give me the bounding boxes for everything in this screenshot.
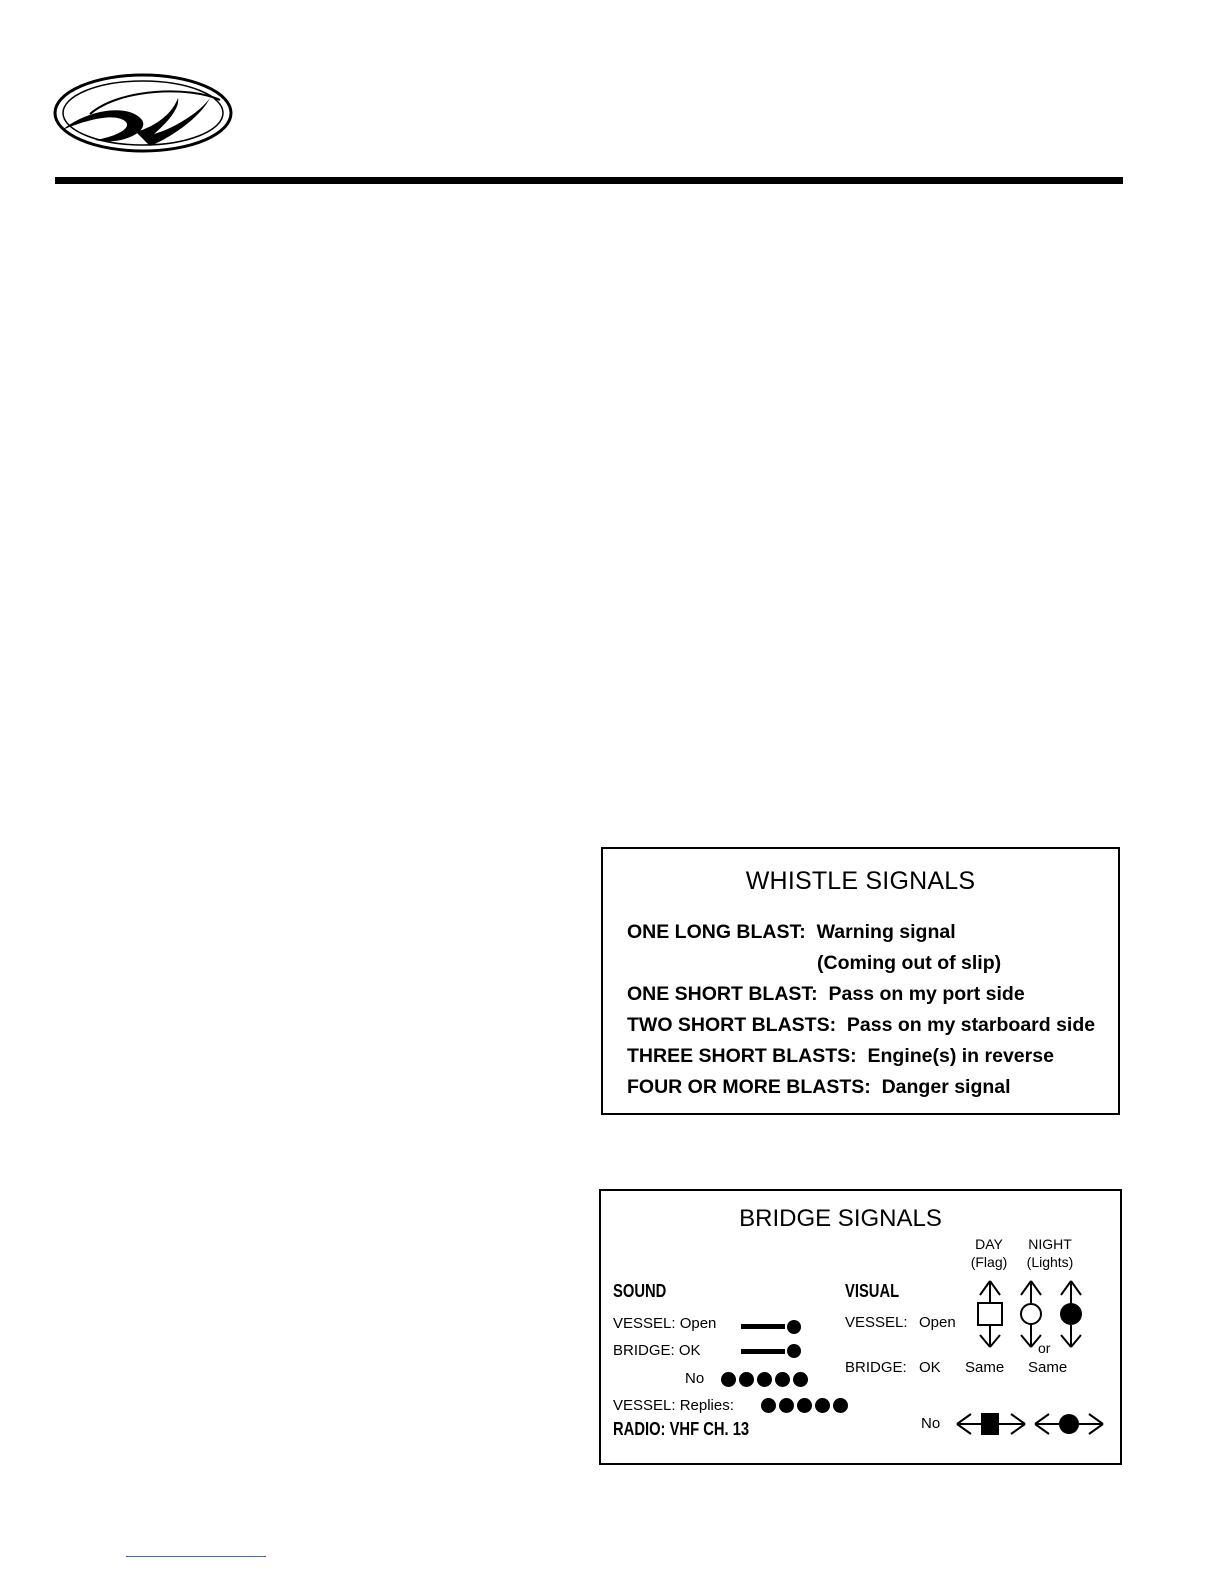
whistle-signals-box: [601, 847, 1120, 1115]
visual-same-night: Same: [1028, 1359, 1068, 1376]
bridge-signals-box: [599, 1189, 1122, 1465]
visual-or-label: or: [1038, 1340, 1051, 1356]
whistle-row-three-short: THREE SHORT BLASTS: Engine(s) in reverse: [627, 1045, 1054, 1067]
sound-bridge-ok: BRIDGE: OK: [613, 1342, 701, 1359]
long-blast-icon: [741, 1324, 785, 1329]
sound-vessel-open: VESSEL: Open: [613, 1315, 717, 1332]
long-blast-icon: [741, 1349, 785, 1354]
five-short-blasts-icon: [721, 1372, 808, 1387]
day-sub-label: (Flag): [970, 1254, 1008, 1270]
visual-ok-label: OK: [919, 1359, 941, 1376]
whistle-row-one-long: ONE LONG BLAST: Warning signal: [627, 921, 956, 943]
whistle-row-two-short: TWO SHORT BLASTS: Pass on my starboard side: [627, 1014, 1096, 1036]
red-light-up-down-icon: [1055, 1279, 1087, 1351]
flag-side-to-side-icon: [955, 1409, 1027, 1439]
visual-no-label: No: [921, 1415, 941, 1432]
night-sub-label: (Lights): [1026, 1254, 1074, 1270]
light-side-to-side-icon: [1033, 1409, 1105, 1439]
visual-open-label: Open: [919, 1314, 956, 1331]
flag-up-down-icon: [974, 1279, 1006, 1351]
short-blast-icon: [787, 1320, 801, 1334]
whistle-row-one-short: ONE SHORT BLAST: Pass on my port side: [627, 983, 1025, 1005]
sound-heading: SOUND: [613, 1281, 667, 1301]
night-label: NIGHT: [1028, 1236, 1072, 1252]
visual-bridge-label: BRIDGE:: [845, 1359, 907, 1376]
swoosh-logo-icon: [50, 68, 236, 158]
whistle-signals-title: WHISTLE SIGNALS: [745, 867, 976, 895]
footer-link-underline[interactable]: [126, 1556, 266, 1557]
whistle-row-continuation: (Coming out of slip): [817, 952, 1002, 974]
visual-vessel-label: VESSEL:: [845, 1314, 908, 1331]
visual-heading: VISUAL: [845, 1281, 900, 1301]
short-blast-icon: [787, 1344, 801, 1358]
sound-vessel-replies: VESSEL: Replies:: [613, 1397, 734, 1414]
five-short-blasts-icon: [761, 1398, 848, 1413]
whistle-row-four-or-more: FOUR OR MORE BLASTS: Danger signal: [627, 1076, 1011, 1098]
sound-no: No: [685, 1370, 705, 1387]
header-rule: [55, 177, 1123, 184]
white-light-up-down-icon: [1015, 1279, 1047, 1351]
bridge-signals-title: BRIDGE SIGNALS: [739, 1205, 942, 1232]
day-label: DAY: [975, 1236, 1003, 1252]
radio-channel: RADIO: VHF CH. 13: [613, 1419, 750, 1439]
visual-same-day: Same: [965, 1359, 1005, 1376]
